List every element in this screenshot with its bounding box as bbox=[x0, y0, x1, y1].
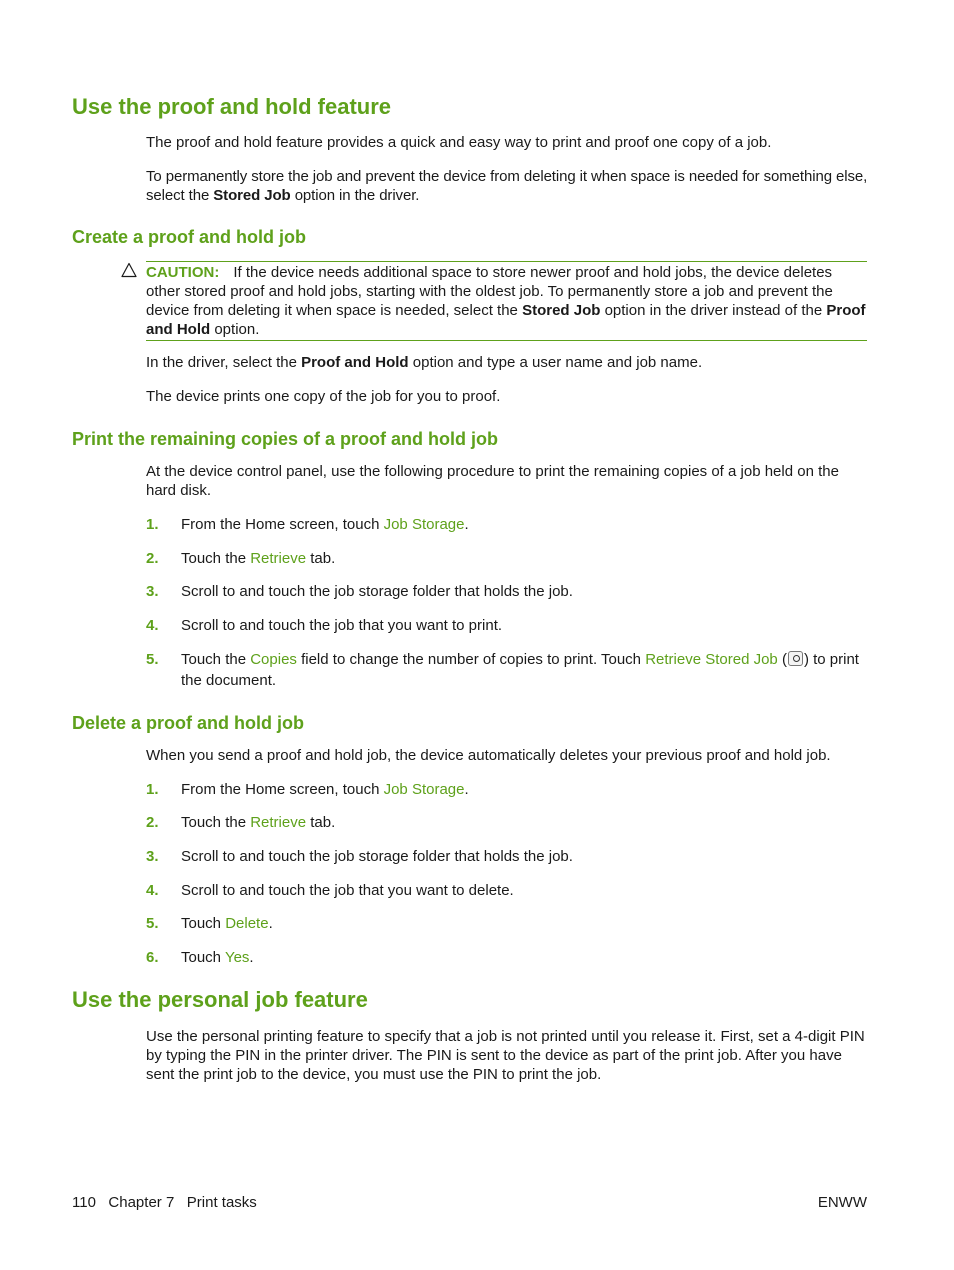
job-storage-link[interactable]: Job Storage bbox=[383, 781, 465, 798]
footer-enww: ENWW bbox=[817, 1194, 867, 1211]
print-remaining-intro: At the device control panel, use the following procedure to print the remaining copies of a job held on the hard disk. bbox=[146, 463, 839, 499]
page-heading-proof-hold: Use the proof and hold feature bbox=[72, 94, 392, 119]
heading-print-remaining: Print the remaining copies of a proof and hold job bbox=[72, 429, 499, 449]
warning-triangle-icon bbox=[121, 262, 137, 278]
proof-hold-store-paragraph: To permanently store the job and prevent the device from deleting it when space is needed for something else, select the Stored Job option in the driver. bbox=[146, 168, 868, 204]
device-prints-note: The device prints one copy of the job for you to proof. bbox=[146, 388, 501, 405]
personal-job-paragraph: Use the personal printing feature to specify that a job is not printed until you release it. First, set a 4-digit PIN by typing the PIN in the printer driver. The PIN is sent to the device as part of the print job. After you have sent the print job to the device, you must use the PIN to print the job. bbox=[146, 1028, 865, 1083]
retrieve-stored-job-link[interactable]: Retrieve Stored Job bbox=[645, 651, 778, 668]
page-heading-personal-job: Use the personal job feature bbox=[72, 987, 368, 1012]
delete-intro: When you send a proof and hold job, the device automatically deletes your previous proof and hold job. bbox=[146, 747, 831, 764]
retrieve-tab-link[interactable]: Retrieve bbox=[250, 814, 307, 831]
footer-page-info: 110 Chapter 7 Print tasks bbox=[72, 1194, 257, 1211]
caution-label: CAUTION: bbox=[146, 264, 220, 281]
heading-delete-proof-hold: Delete a proof and hold job bbox=[72, 713, 305, 733]
copies-field-link[interactable]: Copies bbox=[250, 651, 297, 668]
caution-box: CAUTION: If the device needs additional space to store newer proof and hold jobs, the device deletes other stored proof and hold jobs, starting with the oldest job. To permanently store a job and prevent the device from deleting it when space is needed, select the Stored Job option in the driver instead of the Proof and Hold option. bbox=[146, 261, 867, 341]
heading-create-proof-hold: Create a proof and hold job bbox=[72, 227, 307, 247]
delete-link[interactable]: Delete bbox=[225, 915, 269, 932]
proof-hold-intro: The proof and hold feature provides a quick and easy way to print and proof one copy of a job. bbox=[146, 134, 772, 151]
yes-link[interactable]: Yes bbox=[224, 949, 250, 966]
driver-instruction: In the driver, select the Proof and Hold option and type a user name and job name. bbox=[146, 354, 703, 371]
start-button-icon bbox=[788, 651, 803, 666]
job-storage-link[interactable]: Job Storage bbox=[383, 516, 465, 533]
retrieve-tab-link[interactable]: Retrieve bbox=[250, 550, 307, 567]
